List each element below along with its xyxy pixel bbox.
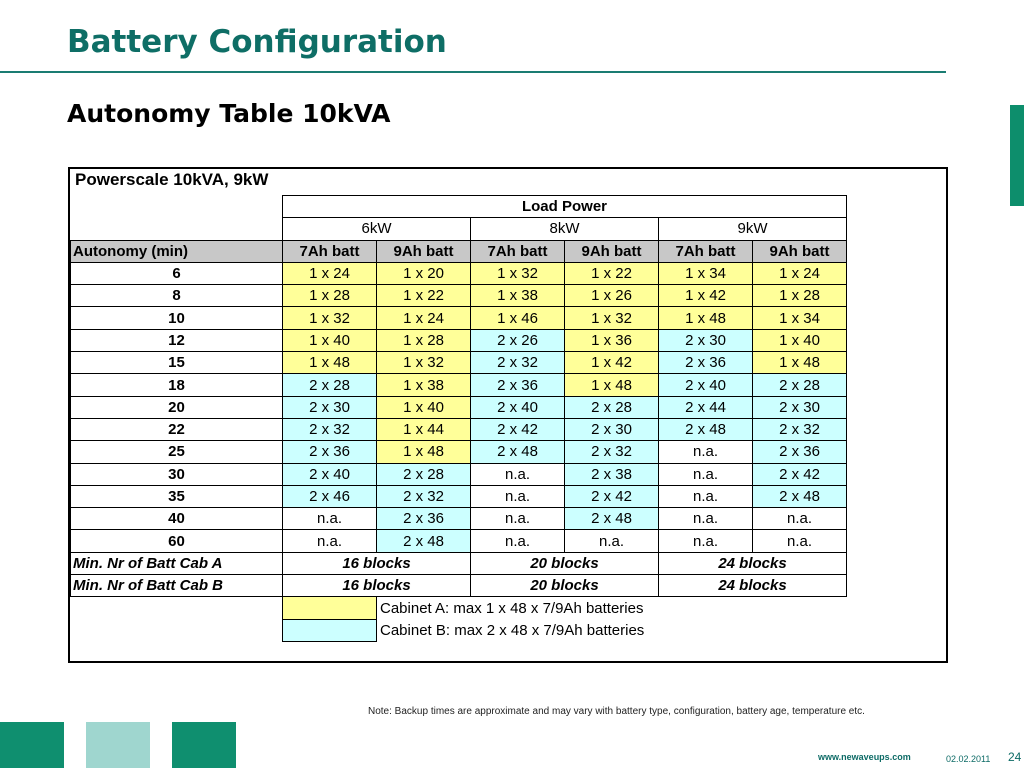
battery-config-cell: 2 x 48 bbox=[659, 418, 753, 440]
table-row bbox=[71, 352, 847, 374]
autonomy-minutes: 6 bbox=[71, 262, 283, 284]
battery-config-cell: 1 x 48 bbox=[377, 441, 471, 463]
battery-config-cell: 2 x 32 bbox=[753, 418, 847, 440]
battery-config-cell: 1 x 44 bbox=[377, 418, 471, 440]
battery-config-cell: 2 x 36 bbox=[753, 441, 847, 463]
battery-config-cell: 2 x 46 bbox=[283, 485, 377, 507]
battery-config-cell: 1 x 48 bbox=[283, 352, 377, 374]
table-row bbox=[71, 285, 847, 307]
table-row bbox=[71, 485, 847, 507]
battery-config-cell: 2 x 28 bbox=[377, 463, 471, 485]
battery-config-cell: 2 x 42 bbox=[753, 463, 847, 485]
battery-config-cell: 2 x 44 bbox=[659, 396, 753, 418]
battery-config-cell: 2 x 30 bbox=[565, 418, 659, 440]
battery-config-cell: 2 x 26 bbox=[471, 329, 565, 351]
battery-config-cell: 2 x 32 bbox=[283, 418, 377, 440]
footer-url[interactable]: www.newaveups.com bbox=[818, 752, 911, 762]
battery-config-cell: n.a. bbox=[471, 508, 565, 530]
blank-cell bbox=[71, 218, 283, 240]
autonomy-minutes: 20 bbox=[71, 396, 283, 418]
battery-config-cell: 2 x 48 bbox=[471, 441, 565, 463]
battery-config-cell: 2 x 48 bbox=[377, 530, 471, 552]
battery-config-cell: 2 x 48 bbox=[565, 508, 659, 530]
battery-config-cell: n.a. bbox=[659, 463, 753, 485]
table-row bbox=[71, 508, 847, 530]
battery-config-cell: 1 x 38 bbox=[471, 285, 565, 307]
page-number: 24 bbox=[1008, 750, 1022, 764]
autonomy-minutes: 22 bbox=[71, 418, 283, 440]
autonomy-minutes: 40 bbox=[71, 508, 283, 530]
cabinet-label: Min. Nr of Batt Cab B bbox=[71, 575, 283, 597]
cabinet-label: Min. Nr of Batt Cab A bbox=[71, 552, 283, 574]
battery-config-cell: 2 x 40 bbox=[659, 374, 753, 396]
battery-config-cell: 1 x 42 bbox=[565, 352, 659, 374]
battery-type-header: 7Ah batt bbox=[659, 240, 753, 262]
battery-config-cell: 1 x 40 bbox=[283, 329, 377, 351]
battery-config-cell: 1 x 24 bbox=[377, 307, 471, 329]
battery-config-cell: 1 x 32 bbox=[283, 307, 377, 329]
battery-config-cell: 1 x 22 bbox=[377, 285, 471, 307]
battery-config-cell: 2 x 36 bbox=[283, 441, 377, 463]
battery-config-cell: 1 x 40 bbox=[377, 396, 471, 418]
battery-config-cell: 2 x 28 bbox=[753, 374, 847, 396]
cabinet-blocks: 16 blocks bbox=[283, 552, 471, 574]
footer-square bbox=[0, 722, 64, 768]
battery-config-cell: 2 x 36 bbox=[471, 374, 565, 396]
battery-config-cell: 1 x 20 bbox=[377, 262, 471, 284]
autonomy-minutes: 15 bbox=[71, 352, 283, 374]
battery-config-cell: 1 x 28 bbox=[283, 285, 377, 307]
blank-cell bbox=[71, 196, 283, 218]
battery-config-cell: 1 x 48 bbox=[565, 374, 659, 396]
battery-config-cell: 1 x 28 bbox=[753, 285, 847, 307]
battery-config-cell: n.a. bbox=[471, 485, 565, 507]
table-row bbox=[71, 530, 847, 552]
battery-config-cell: 1 x 38 bbox=[377, 374, 471, 396]
autonomy-minutes: 8 bbox=[71, 285, 283, 307]
table-row bbox=[71, 307, 847, 329]
battery-config-cell: 2 x 30 bbox=[283, 396, 377, 418]
battery-config-cell: 2 x 48 bbox=[753, 485, 847, 507]
battery-config-cell: 1 x 24 bbox=[283, 262, 377, 284]
battery-config-cell: n.a. bbox=[283, 508, 377, 530]
legend-text: Cabinet B: max 2 x 48 x 7/9Ah batteries bbox=[380, 621, 645, 639]
autonomy-minutes: 60 bbox=[71, 530, 283, 552]
battery-config-cell: n.a. bbox=[659, 508, 753, 530]
table-row bbox=[71, 441, 847, 463]
battery-config-cell: 2 x 42 bbox=[565, 485, 659, 507]
cabinet-blocks: 20 blocks bbox=[471, 552, 659, 574]
cabinet-row bbox=[71, 552, 847, 574]
battery-config-cell: 1 x 40 bbox=[753, 329, 847, 351]
cabinet-blocks: 20 blocks bbox=[471, 575, 659, 597]
battery-config-cell: 1 x 26 bbox=[565, 285, 659, 307]
slide-subtitle: Autonomy Table 10kVA bbox=[67, 99, 391, 128]
blank-cell bbox=[71, 619, 283, 641]
table-row bbox=[71, 418, 847, 440]
cabinet-blocks: 24 blocks bbox=[659, 552, 847, 574]
table-caption: Powerscale 10kVA, 9kW bbox=[75, 170, 269, 189]
battery-type-header: 7Ah batt bbox=[283, 240, 377, 262]
battery-config-cell: 1 x 22 bbox=[565, 262, 659, 284]
battery-config-cell: 1 x 48 bbox=[659, 307, 753, 329]
battery-config-cell: 1 x 32 bbox=[471, 262, 565, 284]
battery-config-cell: 1 x 32 bbox=[377, 352, 471, 374]
battery-type-header: 9Ah batt bbox=[565, 240, 659, 262]
footer-square bbox=[86, 722, 150, 768]
battery-config-cell: 2 x 40 bbox=[471, 396, 565, 418]
battery-config-cell: 1 x 24 bbox=[753, 262, 847, 284]
battery-config-cell: 1 x 34 bbox=[659, 262, 753, 284]
autonomy-table bbox=[70, 195, 847, 642]
battery-type-header: 9Ah batt bbox=[753, 240, 847, 262]
group-header: 6kW bbox=[283, 218, 471, 240]
autonomy-minutes: 30 bbox=[71, 463, 283, 485]
autonomy-minutes: 25 bbox=[71, 441, 283, 463]
table-row bbox=[71, 396, 847, 418]
battery-config-cell: 1 x 42 bbox=[659, 285, 753, 307]
legend-swatch bbox=[283, 619, 377, 641]
group-header: 9kW bbox=[659, 218, 847, 240]
cabinet-row bbox=[71, 575, 847, 597]
battery-config-cell: n.a. bbox=[659, 441, 753, 463]
battery-config-cell: n.a. bbox=[471, 530, 565, 552]
side-accent-bar bbox=[1010, 105, 1024, 206]
cabinet-blocks: 16 blocks bbox=[283, 575, 471, 597]
autonomy-minutes: 35 bbox=[71, 485, 283, 507]
cabinet-blocks: 24 blocks bbox=[659, 575, 847, 597]
load-power-row bbox=[71, 196, 847, 218]
battery-config-cell: n.a. bbox=[283, 530, 377, 552]
footer-date: 02.02.2011 bbox=[946, 754, 991, 764]
footnote: Note: Backup times are approximate and may vary with battery type, configuration, battery age, temperature etc. bbox=[368, 706, 865, 717]
battery-config-cell: 2 x 32 bbox=[377, 485, 471, 507]
footer-square bbox=[172, 722, 236, 768]
battery-config-cell: 2 x 30 bbox=[659, 329, 753, 351]
battery-config-cell: 2 x 40 bbox=[283, 463, 377, 485]
battery-config-cell: 2 x 28 bbox=[565, 396, 659, 418]
table-row bbox=[71, 374, 847, 396]
blank-cell bbox=[71, 597, 283, 619]
battery-config-cell: 2 x 36 bbox=[377, 508, 471, 530]
battery-config-cell: 2 x 42 bbox=[471, 418, 565, 440]
battery-config-cell: 1 x 32 bbox=[565, 307, 659, 329]
battery-config-cell: 1 x 28 bbox=[377, 329, 471, 351]
slide-title: Battery Configuration bbox=[67, 24, 447, 60]
battery-config-cell: 2 x 32 bbox=[471, 352, 565, 374]
autonomy-minutes: 10 bbox=[71, 307, 283, 329]
autonomy-minutes: 12 bbox=[71, 329, 283, 351]
battery-config-cell: 2 x 28 bbox=[283, 374, 377, 396]
title-divider bbox=[0, 71, 946, 73]
battery-config-cell: n.a. bbox=[659, 530, 753, 552]
load-power-header: Load Power bbox=[283, 196, 847, 218]
autonomy-header: Autonomy (min) bbox=[71, 240, 283, 262]
battery-config-cell: n.a. bbox=[753, 508, 847, 530]
battery-config-cell: 2 x 36 bbox=[659, 352, 753, 374]
legend-row bbox=[71, 619, 847, 641]
battery-config-cell: n.a. bbox=[659, 485, 753, 507]
battery-type-header: 7Ah batt bbox=[471, 240, 565, 262]
battery-config-cell: 2 x 38 bbox=[565, 463, 659, 485]
autonomy-minutes: 18 bbox=[71, 374, 283, 396]
legend-swatch bbox=[283, 597, 377, 619]
group-header: 8kW bbox=[471, 218, 659, 240]
battery-config-cell: 1 x 46 bbox=[471, 307, 565, 329]
legend-text: Cabinet A: max 1 x 48 x 7/9Ah batteries bbox=[380, 599, 644, 617]
battery-config-cell: 1 x 34 bbox=[753, 307, 847, 329]
battery-config-cell: 1 x 48 bbox=[753, 352, 847, 374]
group-header-row bbox=[71, 218, 847, 240]
table-row bbox=[71, 329, 847, 351]
legend-row bbox=[71, 597, 847, 619]
battery-type-header: 9Ah batt bbox=[377, 240, 471, 262]
table-row bbox=[71, 262, 847, 284]
battery-config-cell: n.a. bbox=[565, 530, 659, 552]
battery-config-cell: 2 x 30 bbox=[753, 396, 847, 418]
table-row bbox=[71, 463, 847, 485]
battery-config-cell: 2 x 32 bbox=[565, 441, 659, 463]
battery-config-cell: n.a. bbox=[471, 463, 565, 485]
battery-config-cell: 1 x 36 bbox=[565, 329, 659, 351]
battery-config-cell: n.a. bbox=[753, 530, 847, 552]
sub-header-row bbox=[71, 240, 847, 262]
